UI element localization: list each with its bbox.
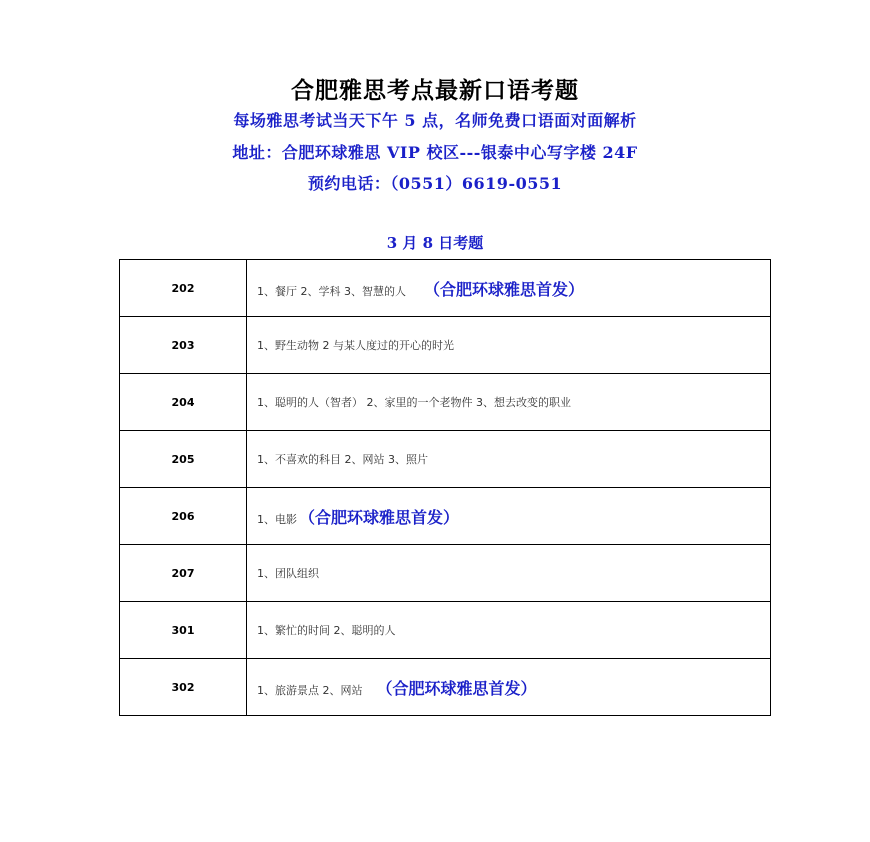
table-row	[120, 317, 771, 374]
topic-content-cell	[247, 488, 771, 545]
topic-code: 301	[120, 602, 247, 659]
table-row	[120, 260, 771, 317]
topic-content-cell	[247, 317, 771, 374]
phone-line: 预约电话：（0551）6619-0551	[307, 174, 563, 193]
topic-content-cell	[247, 545, 771, 602]
page-title: 合肥雅思考点最新口语考题	[291, 77, 579, 104]
topic-code: 206	[120, 488, 247, 545]
topic-content: 1、餐厅 2、学科 3、智慧的人	[257, 284, 406, 298]
topic-content: 1、野生动物 2 与某人度过的开心的时光	[257, 339, 454, 352]
date-heading: 3 月 8 日考题	[386, 234, 484, 252]
brand-tag: （合肥环球雅思首发）	[299, 507, 460, 527]
table-row	[120, 659, 771, 716]
topic-content-cell	[247, 602, 771, 659]
exam-analysis-notice: 每场雅思考试当天下午 5 点，名师免费口语面对面解析	[233, 111, 637, 130]
topic-code: 203	[120, 317, 247, 374]
topic-content: 1、旅游景点 2、网站	[257, 683, 363, 697]
topic-content: 1、繁忙的时间 2、聪明的人	[257, 624, 396, 637]
topic-content-cell	[247, 431, 771, 488]
table-row	[120, 431, 771, 488]
address-line: 地址：合肥环球雅思 VIP 校区---银泰中心写字楼 24F	[232, 143, 638, 162]
topic-content: 1、电影	[257, 512, 297, 526]
topic-code: 205	[120, 431, 247, 488]
table-row	[120, 374, 771, 431]
topic-content-cell	[247, 260, 771, 317]
topic-content: 1、聪明的人（智者） 2、家里的一个老物件 3、想去改变的职业	[257, 396, 571, 409]
topic-code: 204	[120, 374, 247, 431]
topic-code: 207	[120, 545, 247, 602]
topic-content: 1、团队组织	[257, 567, 319, 580]
topic-content: 1、不喜欢的科目 2、网站 3、照片	[257, 453, 428, 466]
topic-content-cell	[247, 374, 771, 431]
topic-content-cell	[247, 659, 771, 716]
topics-table	[119, 259, 771, 716]
brand-tag: （合肥环球雅思首发）	[376, 678, 537, 698]
topic-code: 202	[120, 260, 247, 317]
topic-code: 302	[120, 659, 247, 716]
brand-tag: （合肥环球雅思首发）	[424, 279, 585, 299]
table-row	[120, 545, 771, 602]
table-row	[120, 488, 771, 545]
table-row	[120, 602, 771, 659]
